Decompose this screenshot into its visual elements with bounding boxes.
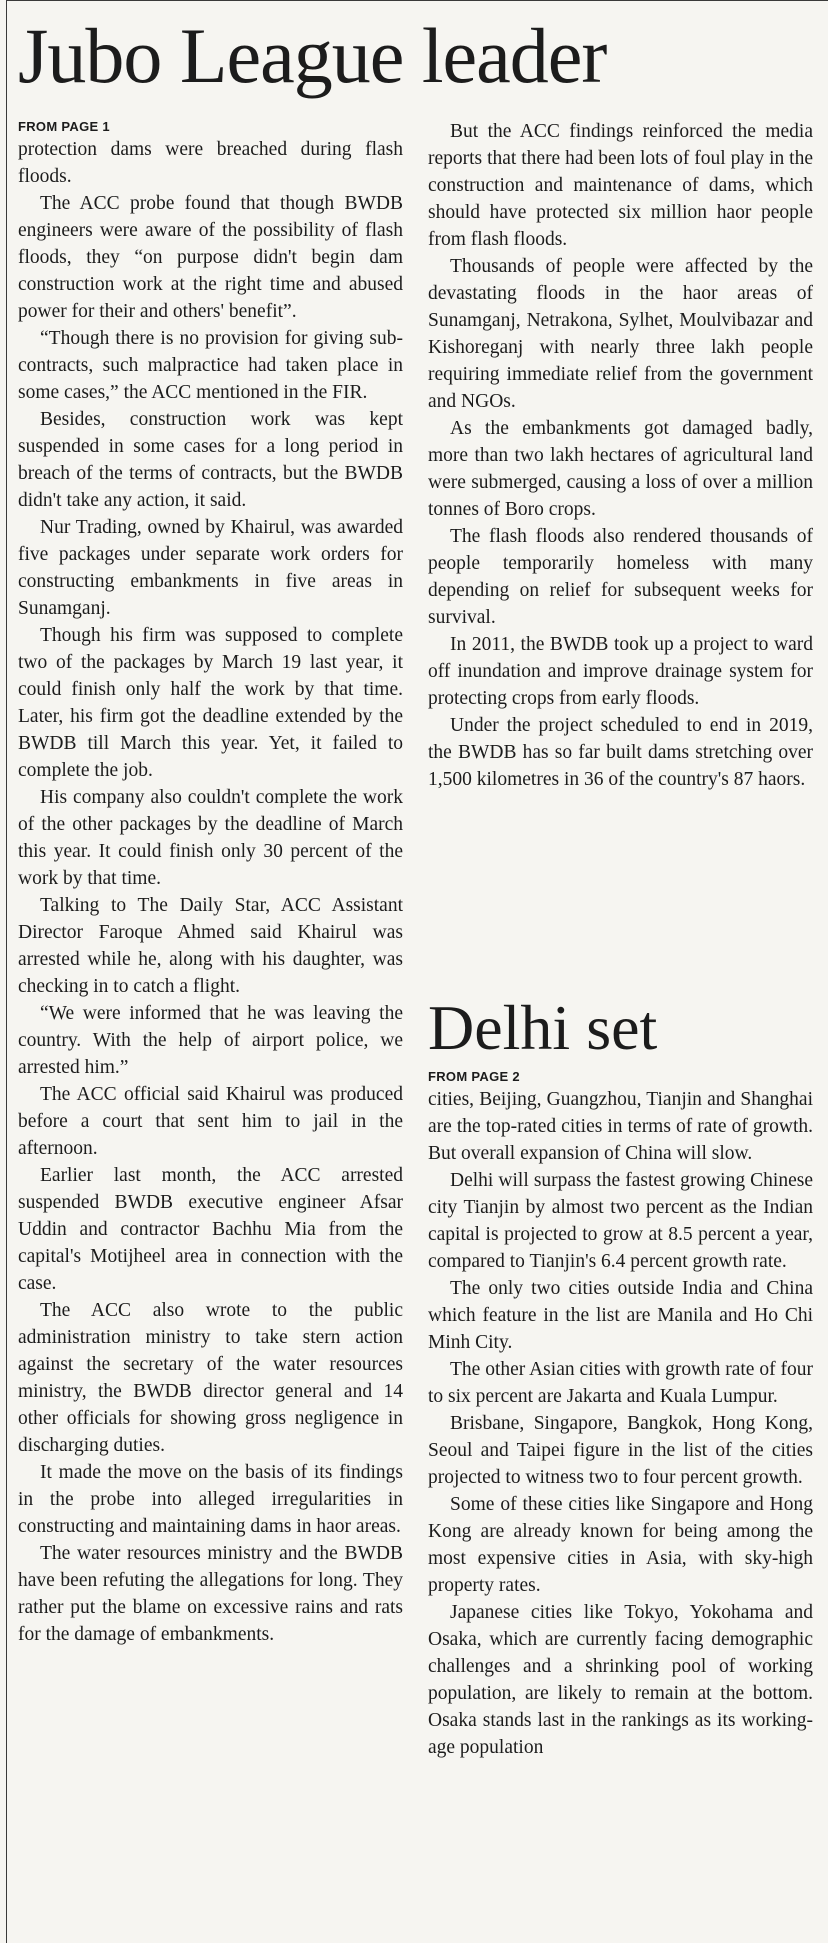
- paragraph: The flash floods also rendered thousands of people temporarily homeless with many depending on relief for subsequent weeks for survival.: [428, 526, 813, 628]
- paragraph: “Though there is no provision for giving sub-contracts, such malpractice had taken place in some cases,” the ACC mentioned in the FIR.: [18, 328, 403, 403]
- paragraph: But the ACC findings reinforced the media reports that there had been lots of foul play in the construction and maintenance of dams, which should have protected six million haor people from flash floods.: [428, 121, 813, 250]
- paragraph: It made the move on the basis of its findings in the probe into alleged irregularities in constructing and maintaining dams in haor areas.: [18, 1462, 403, 1537]
- paragraph: His company also couldn't complete the work of the other packages by the deadline of March this year. It could finish only 30 percent of the work by that time.: [18, 787, 403, 889]
- paragraph: Delhi will surpass the fastest growing Chinese city Tianjin by almost two percent as the Indian capital is projected to grow at 8.5 percent a year, compared to Tianjin's 6.4 percent growth rate.: [428, 1170, 813, 1272]
- paragraph: As the embankments got damaged badly, more than two lakh hectares of agricultural land were submerged, causing a loss of over a million tonnes of Boro crops.: [428, 418, 813, 520]
- paragraph: Thousands of people were affected by the devastating floods in the haor areas of Sunamganj, Netrakona, Sylhet, Moulvibazar and Kishoreganj with nearly three lakh people requiring immediate relief from the government and NGOs.: [428, 256, 813, 412]
- paragraph: The ACC probe found that though BWDB engineers were aware of the possibility of flash floods, they “on purpose didn't begin dam construction work at the right time and abused power for their and others' benefit”.: [18, 193, 403, 322]
- paragraph: Brisbane, Singapore, Bangkok, Hong Kong, Seoul and Taipei figure in the list of the cities projected to witness two to four percent growth.: [428, 1413, 813, 1488]
- paragraph: “We were informed that he was leaving the country. With the help of airport police, we arrested him.”: [18, 1003, 403, 1078]
- article1-headline: Jubo League leader: [18, 12, 607, 99]
- column-rule-top: [6, 0, 828, 1]
- paragraph: The ACC also wrote to the public administration ministry to take stern action against the secretary of the water resources ministry, the BWDB director general and 14 other officials for showing gross negligence in discharging duties.: [18, 1300, 403, 1456]
- paragraph: protection dams were breached during flash floods.: [18, 139, 403, 187]
- paragraph: cities, Beijing, Guangzhou, Tianjin and Shanghai are the top-rated cities in terms of rate of growth. But overall expansion of China will slow.: [428, 1089, 813, 1164]
- paragraph: Japanese cities like Tokyo, Yokohama and Osaka, which are currently facing demographic challenges and a shrinking pool of working population, are likely to remain at the bottom. Osaka stands last in the rankings as its working-age population: [428, 1602, 813, 1758]
- article2-headline: Delhi set: [428, 992, 658, 1063]
- paragraph: In 2011, the BWDB took up a project to ward off inundation and improve drainage system for protecting crops from early floods.: [428, 634, 813, 709]
- paragraph: Talking to The Daily Star, ACC Assistant Director Faroque Ahmed said Khairul was arrested while he, along with his daughter, was checking in to catch a flight.: [18, 895, 403, 997]
- article2-kicker: FROM PAGE 2: [428, 1069, 520, 1084]
- article1-column-1: [18, 118, 403, 1648]
- paragraph: Under the project scheduled to end in 2019, the BWDB has so far built dams stretching over 1,500 kilometres in 36 of the country's 87 haors.: [428, 715, 813, 790]
- article2-column: [428, 1068, 813, 1761]
- article1-column-2: [428, 118, 813, 793]
- column-rule-left: [6, 0, 7, 1943]
- article1-kicker: FROM PAGE 1: [18, 119, 110, 134]
- paragraph: Some of these cities like Singapore and Hong Kong are already known for being among the most expensive cities in Asia, with sky-high property rates.: [428, 1494, 813, 1596]
- paragraph: Though his firm was supposed to complete two of the packages by March 19 last year, it could finish only half the work by that time. Later, his firm got the deadline extended by the BWDB till March this year. Yet, it failed to complete the job.: [18, 625, 403, 781]
- paragraph: The ACC official said Khairul was produced before a court that sent him to jail in the afternoon.: [18, 1084, 403, 1159]
- paragraph: Earlier last month, the ACC arrested suspended BWDB executive engineer Afsar Uddin and contractor Bachhu Mia from the capital's Motijheel area in connection with the case.: [18, 1165, 403, 1294]
- paragraph: Nur Trading, owned by Khairul, was awarded five packages under separate work orders for constructing embankments in five areas in Sunamganj.: [18, 517, 403, 619]
- paragraph: Besides, construction work was kept suspended in some cases for a long period in breach of the terms of contracts, but the BWDB didn't take any action, it said.: [18, 409, 403, 511]
- paragraph: The water resources ministry and the BWDB have been refuting the allegations for long. They rather put the blame on excessive rains and rats for the damage of embankments.: [18, 1543, 403, 1645]
- paragraph: The other Asian cities with growth rate of four to six percent are Jakarta and Kuala Lumpur.: [428, 1359, 813, 1407]
- paragraph: The only two cities outside India and China which feature in the list are Manila and Ho Chi Minh City.: [428, 1278, 813, 1353]
